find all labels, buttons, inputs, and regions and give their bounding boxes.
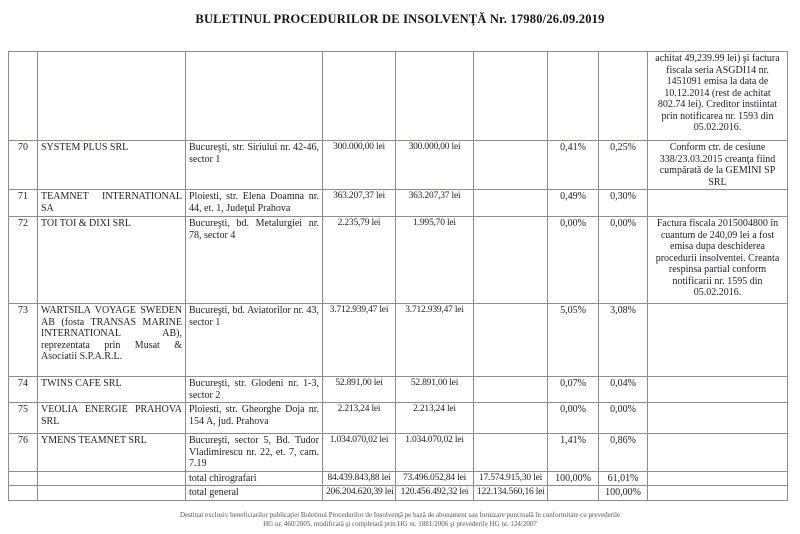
cell-row-number: 72: [9, 217, 38, 304]
cell-row-number: 74: [9, 377, 38, 403]
cell-address: Ploiesti, str. Elena Doamna nr. 44, et. 1, Judeţul Prahova: [186, 190, 323, 217]
cell-declared-amount: 84.439.843,88 lei: [323, 471, 396, 486]
cell-percent-2: 0,25%: [599, 141, 648, 190]
cell-total-amount: 17.574.915,30 lei: [474, 471, 548, 486]
cell-declared-amount: [323, 52, 396, 141]
cell-percent-2: 3,08%: [599, 304, 648, 377]
cell-observations: [648, 486, 788, 501]
table-row: [9, 403, 788, 434]
cell-creditor-name: TEAMNET INTERNATIONAL SA: [38, 190, 186, 217]
cell-total-amount: [474, 141, 548, 190]
cell-percent-1: 0,07%: [548, 377, 599, 403]
cell-creditor-name: TWINS CAFE SRL: [38, 377, 186, 403]
cell-percent-1: 0,00%: [548, 217, 599, 304]
cell-percent-1: [548, 52, 599, 141]
cell-address: total general: [186, 486, 323, 501]
cell-total-amount: 122.134.560,16 lei: [474, 486, 548, 501]
table-row: [9, 304, 788, 377]
table-row: [9, 434, 788, 472]
cell-observations: Conform ctr. de cesiune 338/23.03.2015 creanţa fiind cumpărată de la GEMINI SP SRL: [648, 141, 788, 190]
cell-observations: [648, 190, 788, 217]
cell-total-amount: [474, 217, 548, 304]
cell-accepted-amount: 2.213,24 lei: [396, 403, 474, 434]
cell-row-number: 75: [9, 403, 38, 434]
cell-percent-2: [599, 52, 648, 141]
cell-address: Bucureşti, sector 5, Bd. Tudor Vladimirescu nr. 22, et. 7, cam. 7.19: [186, 434, 323, 472]
cell-accepted-amount: 300.000,00 lei: [396, 141, 474, 190]
cell-accepted-amount: 3.712.939,47 lei: [396, 304, 474, 377]
page-title: BULETINUL PROCEDURILOR DE INSOLVENŢĂ Nr. 17980/26.09.2019: [195, 12, 605, 26]
creditors-table-container: [8, 51, 787, 501]
cell-creditor-name: TOI TOI & DIXI SRL: [38, 217, 186, 304]
footer-line-1: Destinat exclusiv beneficiarilor publicaţiei Buletinul Procedurilor de Insolvenţă pe bază de abonament sau furnizare punctuală în conformitate cu prevederile: [179, 511, 621, 519]
cell-percent-2: 0,30%: [599, 190, 648, 217]
cell-row-number: [9, 486, 38, 501]
table-row: [9, 377, 788, 403]
cell-row-number: 76: [9, 434, 38, 472]
cell-percent-1: [548, 486, 599, 501]
cell-percent-1: 5,05%: [548, 304, 599, 377]
cell-total-amount: [474, 52, 548, 141]
cell-creditor-name: [38, 471, 186, 486]
cell-address: [186, 52, 323, 141]
cell-accepted-amount: 1.995,70 lei: [396, 217, 474, 304]
cell-observations: achitat 49,239.99 lei) şi factura fiscala seria ASGDI14 nr. 1451091 emisa la data de 10.12.2014 (rest de achitat 802.74 lei). Creditor instiintat prin notificarea nr. 1593 din 05.02.2016.: [648, 52, 788, 141]
cell-declared-amount: 363.207,37 lei: [323, 190, 396, 217]
creditor-table-body: [9, 52, 788, 501]
cell-row-number: 71: [9, 190, 38, 217]
cell-total-amount: [474, 304, 548, 377]
cell-accepted-amount: 1.034.070,02 lei: [396, 434, 474, 472]
cell-address: Bucureşti, bd. Metalurgiei nr. 78, sector 4: [186, 217, 323, 304]
cell-percent-2: 0,04%: [599, 377, 648, 403]
cell-observations: [648, 377, 788, 403]
cell-creditor-name: VEOLIA ENERGIE PRAHOVA SRL: [38, 403, 186, 434]
cell-percent-1: 0,41%: [548, 141, 599, 190]
cell-declared-amount: 1.034.070,02 lei: [323, 434, 396, 472]
cell-address: Bucureşti, str. Siriului nr. 42-46, sector 1: [186, 141, 323, 190]
cell-total-amount: [474, 434, 548, 472]
cell-total-amount: [474, 377, 548, 403]
creditors-table: [8, 51, 788, 501]
footer-line-2: HG nr. 460/2005, modificată şi completată prin HG nr. 1881/2006 şi prevederile HG nr. 124/2007: [263, 520, 537, 528]
cell-address: Ploiesti, str. Gheorghe Doja nr. 154 A, jud. Prahova: [186, 403, 323, 434]
cell-accepted-amount: 52.891,00 lei: [396, 377, 474, 403]
table-row: [9, 141, 788, 190]
cell-accepted-amount: 120.456.492,32 lei: [396, 486, 474, 501]
table-row: [9, 52, 788, 141]
cell-percent-1: 0,49%: [548, 190, 599, 217]
cell-address: Bucureşti, bd. Aviatorilor nr. 43, sector 1: [186, 304, 323, 377]
cell-row-number: 70: [9, 141, 38, 190]
cell-address: Bucureşti, str. Glodeni nr. 1-3, sector 2: [186, 377, 323, 403]
cell-declared-amount: 3.712.939,47 lei: [323, 304, 396, 377]
cell-declared-amount: 2.235,79 lei: [323, 217, 396, 304]
cell-percent-2: 0,00%: [599, 217, 648, 304]
cell-percent-2: 100,00%: [599, 486, 648, 501]
cell-total-amount: [474, 403, 548, 434]
cell-observations: [648, 403, 788, 434]
cell-accepted-amount: 363.207,37 lei: [396, 190, 474, 217]
cell-address: total chirografari: [186, 471, 323, 486]
cell-declared-amount: 2.213,24 lei: [323, 403, 396, 434]
cell-creditor-name: WARTSILA VOYAGE SWEDEN AB (fosta TRANSAS MARINE INTERNATIONAL AB), reprezentata prin Musat & Asociatii S.P.A.R.L.: [38, 304, 186, 377]
cell-row-number: 73: [9, 304, 38, 377]
cell-accepted-amount: 73.496.052,84 lei: [396, 471, 474, 486]
cell-percent-1: 100,00%: [548, 471, 599, 486]
cell-declared-amount: 206.204.620,39 lei: [323, 486, 396, 501]
table-row: [9, 486, 788, 501]
table-row: [9, 471, 788, 486]
cell-declared-amount: 300.000,00 lei: [323, 141, 396, 190]
cell-observations: [648, 434, 788, 472]
table-row: [9, 190, 788, 217]
cell-percent-1: 0,00%: [548, 403, 599, 434]
cell-total-amount: [474, 190, 548, 217]
cell-observations: [648, 304, 788, 377]
cell-creditor-name: SYSTEM PLUS SRL: [38, 141, 186, 190]
cell-creditor-name: [38, 486, 186, 501]
table-row: [9, 217, 788, 304]
cell-creditor-name: [38, 52, 186, 141]
cell-percent-2: 0,86%: [599, 434, 648, 472]
page-footer: [0, 511, 800, 529]
cell-row-number: [9, 471, 38, 486]
cell-percent-2: 0,00%: [599, 403, 648, 434]
cell-percent-1: 1,41%: [548, 434, 599, 472]
cell-accepted-amount: [396, 52, 474, 141]
cell-percent-2: 61,01%: [599, 471, 648, 486]
cell-creditor-name: YMENS TEAMNET SRL: [38, 434, 186, 472]
cell-row-number: [9, 52, 38, 141]
cell-declared-amount: 52.891,00 lei: [323, 377, 396, 403]
cell-observations: [648, 471, 788, 486]
cell-observations: Factura fiscala 2015004800 în cuantum de 240,09 lei a fost emisa dupa deschiderea procedurii insolventei. Creanta respinsa partial conform notificarii nr. 1595 din 05.02.2016.: [648, 217, 788, 304]
